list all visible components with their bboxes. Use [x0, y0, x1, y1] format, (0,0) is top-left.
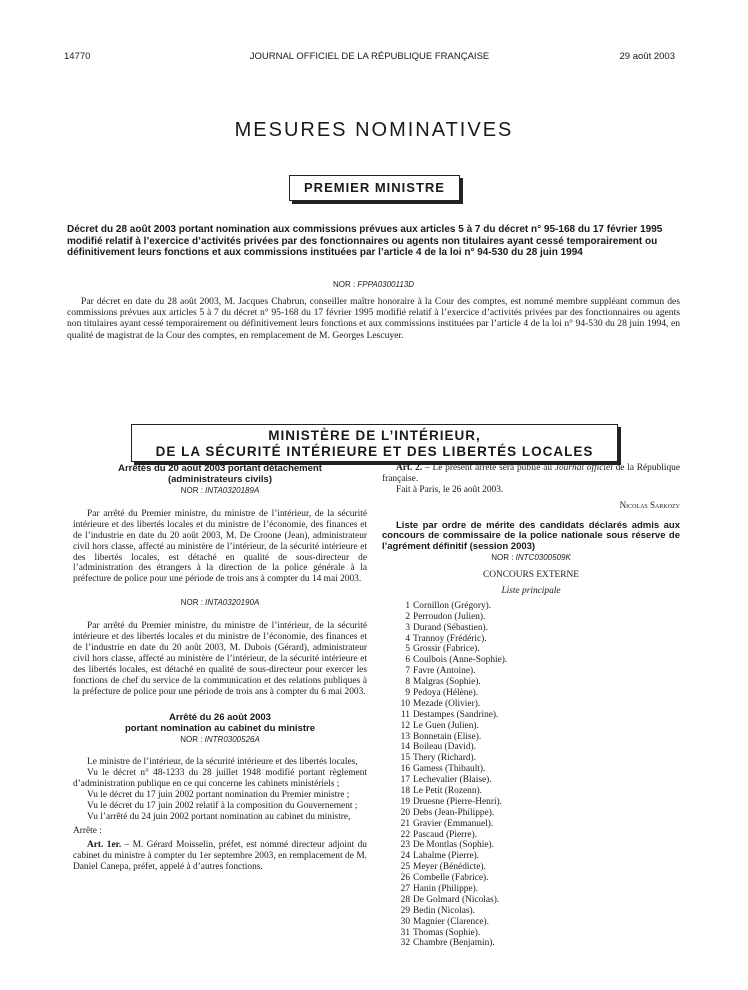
- list-item: [396, 808, 680, 819]
- candidate-name: Pascaud (Pierre).: [413, 829, 478, 840]
- arrete-cabinet-title-line2: portant nomination au cabinet du ministre: [124, 722, 315, 734]
- rank-number: 8: [405, 677, 410, 688]
- list-item: [396, 655, 680, 666]
- candidate-name: Bonnetain (Elise).: [413, 731, 482, 742]
- list-item: [396, 819, 680, 830]
- candidate-name: Meyer (Bénédicte).: [413, 862, 486, 873]
- rank-number: 13: [400, 731, 410, 742]
- list-item: [396, 710, 680, 721]
- liste-principale: Liste principale: [501, 585, 561, 596]
- nor-3: [73, 735, 367, 746]
- candidate-name: Labalme (Pierre).: [413, 851, 480, 862]
- rank-number: 16: [400, 764, 410, 775]
- nor-code: INTA0320190A: [205, 598, 260, 608]
- candidate-name: Durand (Sébastien).: [413, 622, 488, 633]
- list-item: [396, 666, 680, 677]
- list-item: [396, 623, 680, 634]
- rank-number: 26: [400, 873, 410, 884]
- candidate-name: Le Petit (Rozenn).: [413, 785, 482, 796]
- rank-number: 24: [400, 851, 410, 862]
- rank-number: 1: [405, 600, 410, 611]
- list-item: [396, 775, 680, 786]
- article-1: [73, 840, 367, 873]
- candidate-name: Magnier (Clarence).: [413, 916, 490, 927]
- article-2-journal: Journal officiel: [554, 463, 613, 473]
- candidate-name: Grossir (Fabrice).: [413, 644, 480, 655]
- rank-number: 31: [400, 927, 410, 938]
- rank-number: 32: [400, 938, 410, 949]
- rank-number: 7: [405, 666, 410, 677]
- nor-1: [73, 486, 367, 497]
- list-item: [396, 634, 680, 645]
- candidate-name: Favre (Antoine).: [413, 666, 476, 677]
- cabinet-paragraph-1: Le ministre de l’intérieur, de la sécurité intérieure et des libertés locales,: [87, 757, 358, 768]
- candidate-name: Hanin (Philippe).: [413, 884, 479, 894]
- candidate-name: Destampes (Sandrine).: [413, 709, 499, 720]
- ministere-line-1: MINISTÈRE DE L’INTÉRIEUR,: [268, 428, 481, 443]
- rank-number: 14: [400, 742, 410, 753]
- liste-nor: [382, 553, 680, 564]
- candidate-name: Pedoya (Hélène).: [413, 687, 479, 698]
- rank-number: 27: [400, 884, 410, 894]
- rank-number: 29: [400, 905, 410, 916]
- list-item: [396, 753, 680, 764]
- arretes-title-line2: (administrateurs civils): [167, 474, 272, 485]
- candidate-name: Malgras (Sophie).: [413, 677, 481, 688]
- candidate-name: Thery (Richard).: [413, 753, 476, 764]
- fait-a-paris: Fait à Paris, le 26 août 2003.: [396, 484, 504, 495]
- candidate-name: Chambre (Benjamin).: [413, 938, 495, 949]
- arrete-cabinet-title: [73, 712, 367, 734]
- liste-title: Liste par ordre de mérite des candidats déclarés admis aux concours de commissaire de la police nationale sous réserve de l’agrément définitif (session 2003): [382, 519, 680, 552]
- list-item: [396, 906, 680, 917]
- list-item: [396, 797, 680, 808]
- rank-number: 19: [400, 796, 410, 807]
- list-item: [396, 732, 680, 743]
- ministere-line-2: DE LA SÉCURITÉ INTÉRIEURE ET DES LIBERTÉS LOCALES: [155, 444, 594, 459]
- candidate-name: Bedin (Nicolas).: [413, 905, 475, 916]
- candidate-name: Le Guen (Julien).: [413, 720, 479, 731]
- decret-nor: [67, 280, 680, 289]
- list-item: [396, 742, 680, 753]
- arrete-paragraph-1: Par arrêté du Premier ministre, du ministre de l’intérieur, de la sécurité intérieure et des libertés locales et du ministre de l’économie, des finances et de l’industrie en date du 20 août 2003, M. De Croone (Jean), administrateur civil hors classe, affecté au ministère de l’intérieur, de la sécurité intérieure et des libertés locales, est détaché en qualité de sous-directeur de l’administration des étrangers à la direction de la police générale à la préfecture de police pour une période de trois ans à compter du 14 mai 2003.: [73, 508, 367, 585]
- candidate-name: Druesne (Pierre-Henri).: [413, 796, 503, 807]
- candidate-name: Thomas (Sophie).: [413, 927, 481, 938]
- list-item: [396, 601, 680, 612]
- list-item: [396, 917, 680, 928]
- rank-number: 22: [400, 829, 410, 840]
- rank-number: 17: [400, 775, 410, 786]
- nor-label: NOR :: [180, 598, 203, 608]
- article-2-text-a: – Le présent arrêté sera publié au: [422, 463, 555, 473]
- candidate-name: Debs (Jean-Philippe).: [413, 807, 495, 818]
- nor-code: INTA0320189A: [205, 486, 260, 495]
- candidate-list: [382, 601, 680, 950]
- nor-label: NOR :: [180, 486, 203, 495]
- list-item: [396, 851, 680, 862]
- candidate-name: Combelle (Fabrice).: [413, 873, 489, 884]
- decret-title: Décret du 28 août 2003 portant nomination aux commissions prévues aux articles 5 à 7 du décret n° 95-168 du 17 février 1995 modifié relatif à l’exercice d’activités privées par des fonctionnaires ou agents non titulaires ayant cessé temporairement ou définitivement leurs fonctions et aux commissions instituées par l’article 4 de la loi n° 94-530 du 28 juin 1994: [67, 224, 663, 259]
- list-item: [396, 612, 680, 623]
- decret-body: Par décret en date du 28 août 2003, M. Jacques Chabrun, conseiller maître honoraire à la Cour des comptes, est nommé membre suppléant commun des commissions prévues aux articles 5 à 7 du décret n° 95-168 du 17 février 1995 modifié relatif à l’exercice d’activités privées par des fonctionnaires ou agents non titulaires ayant cessé temporairement ou définitivement leurs fonctions et aux commissions instituées par l’article 4 de la loi n° 94-530 du 28 juin 1994, en qualité de magistrat de la Cour des comptes, en remplacement de M. Georges Lescuyer.: [67, 296, 680, 341]
- candidate-name: Perroudon (Julien).: [413, 611, 486, 622]
- list-item: [396, 721, 680, 732]
- nor-label: NOR :: [332, 280, 356, 289]
- rank-number: 25: [400, 862, 410, 873]
- candidate-name: Trannoy (Frédéric).: [413, 633, 487, 644]
- list-item: [396, 840, 680, 851]
- list-item: [396, 764, 680, 775]
- rank-number: 18: [400, 785, 410, 796]
- list-item: [396, 928, 680, 939]
- rank-number: 3: [405, 622, 410, 633]
- rank-number: 4: [405, 633, 410, 644]
- rank-number: 20: [400, 807, 410, 818]
- rank-number: 15: [400, 753, 410, 764]
- candidate-name: Lechevalier (Blaise).: [413, 775, 492, 786]
- candidate-name: De Golmard (Nicolas).: [413, 894, 500, 905]
- left-column: [73, 463, 367, 872]
- nor-2: [73, 598, 367, 609]
- list-item: [396, 884, 680, 895]
- candidate-name: Coulbois (Anne-Sophie).: [413, 655, 508, 666]
- rank-number: 28: [400, 894, 410, 905]
- cabinet-paragraph-4: Vu le décret du 17 juin 2002 relatif à la composition du Gouvernement ;: [87, 801, 358, 812]
- arrete-paragraph-2: Par arrêté du Premier ministre, du ministre de l’intérieur, de la sécurité intérieure et des libertés locales et du ministre de l’économie, des finances et de l’industrie en date du 20 août 2003, M. Dubois (Gérard), administrateur civil hors classe, affecté au ministère de l’intérieur, de la sécurité intérieure et des libertés locales, est détaché en qualité de sous-directeur pour exercer les fonctions de chef du service de la communication et des relations publiques à la préfecture de police pour une période de trois ans à compter du 6 mai 2003.: [73, 621, 367, 697]
- rank-number: 9: [405, 687, 410, 698]
- nor-label: NOR :: [180, 734, 203, 744]
- list-item: [396, 938, 680, 949]
- list-item: [396, 786, 680, 797]
- candidate-name: Mezade (Olivier).: [413, 698, 481, 709]
- article-1-text: – M. Gérard Moisselin, préfet, est nommé directeur adjoint du cabinet du ministre à compter du 1er septembre 2003, en remplacement de M. Daniel Canepa, préfet, appelé à d’autres fonctions.: [73, 839, 367, 872]
- cabinet-paragraph-3: Vu le décret du 17 juin 2002 portant nomination du Premier ministre ;: [87, 790, 350, 801]
- article-2-text-b: de la République française.: [382, 463, 680, 484]
- arrete-cabinet-title-line1: Arrêté du 26 août 2003: [169, 711, 271, 723]
- candidate-name: De Montlas (Sophie).: [413, 840, 494, 851]
- premier-ministre-box: PREMIER MINISTRE: [289, 175, 460, 201]
- signature: Nicolas Sarkozy: [619, 499, 680, 510]
- cabinet-paragraph-2: Vu le décret n° 48-1233 du 28 juillet 1948 modifié portant règlement d’administration publique en ce qui concerne les cabinets ministériels ;: [73, 768, 367, 790]
- arrete-word: Arrête :: [73, 825, 102, 836]
- journal-title: JOURNAL OFFICIEL DE LA RÉPUBLIQUE FRANÇAISE: [249, 51, 490, 62]
- issue-date: 29 août 2003: [619, 51, 675, 62]
- page-header: [64, 51, 675, 65]
- rank-number: 6: [405, 655, 410, 666]
- nor-code: INTC0300509K: [515, 553, 571, 563]
- candidate-name: Gravier (Emmanuel).: [413, 818, 494, 829]
- article-1-label: Art. 1er.: [87, 839, 122, 850]
- rank-number: 10: [400, 698, 410, 709]
- article-2: [382, 463, 680, 485]
- arretes-title: [73, 463, 367, 485]
- candidate-name: Gamess (Thibault).: [413, 764, 486, 775]
- ministere-box: [131, 424, 618, 462]
- list-item: [396, 895, 680, 906]
- list-item: [396, 699, 680, 710]
- rank-number: 21: [400, 818, 410, 829]
- candidate-name: Cornillon (Grégory).: [413, 600, 492, 611]
- section-title: MESURES NOMINATIVES: [234, 119, 514, 141]
- nor-label: NOR :: [491, 553, 514, 563]
- rank-number: 2: [405, 611, 410, 622]
- rank-number: 30: [400, 916, 410, 927]
- article-2-label: Art. 2.: [396, 463, 423, 473]
- rank-number: 5: [405, 644, 410, 655]
- nor-code: FPPA0300113D: [357, 280, 415, 289]
- rank-number: 12: [400, 720, 410, 731]
- list-item: [396, 688, 680, 699]
- cabinet-paragraph-5: Vu l’arrêté du 24 juin 2002 portant nomination au cabinet du ministre,: [87, 811, 351, 822]
- list-item: [396, 862, 680, 873]
- nor-code: INTR0300526A: [204, 734, 260, 744]
- right-column: [382, 463, 680, 949]
- list-item: [396, 873, 680, 884]
- list-item: [396, 677, 680, 688]
- concours-externe: CONCOURS EXTERNE: [482, 570, 580, 581]
- list-item: [396, 830, 680, 841]
- rank-number: 11: [400, 709, 410, 720]
- arretes-title-line1: Arrêtés du 20 août 2003 portant détachement: [118, 463, 322, 474]
- page-number: 14770: [64, 51, 91, 62]
- candidate-name: Boileau (David).: [413, 742, 477, 753]
- rank-number: 23: [400, 840, 410, 851]
- list-item: [396, 644, 680, 655]
